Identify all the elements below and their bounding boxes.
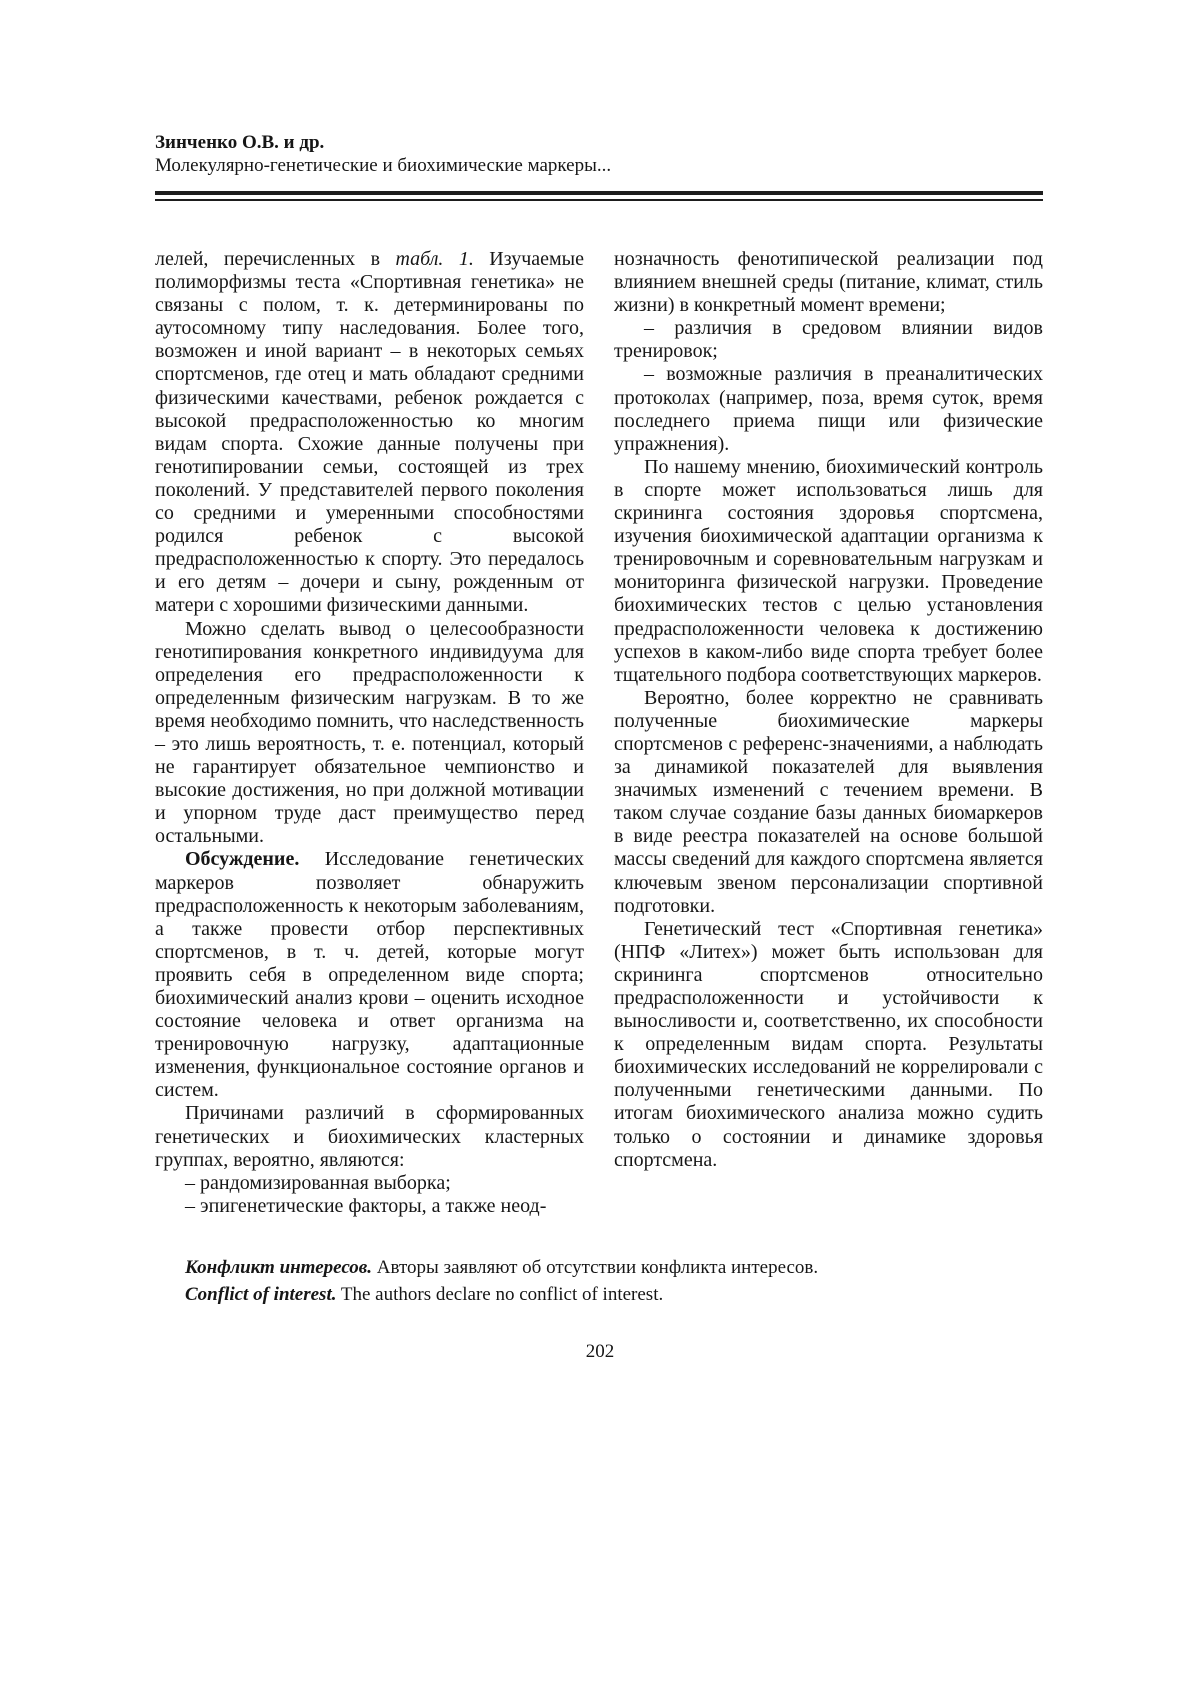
text-run: Изучаемые полиморфизмы теста «Спортивная генетика» не связаны с полом, т. к. детерминированы по аутосомному типу наследования. Более того, возможен и иной вариант – в некоторых семьях спортсменов, где отец и мать обладают средними физическими качествами, ребенок рождается с высокой предрасположенностью ко многим видам спорта. Схожие данные получены при генотипировании семьи, состоящей из трех поколений. У представителей первого поколения со средними и умеренными способностями родился ребенок с высокой предрасположенностью к спорту. Это передалось и его детям – дочери и сыну, рожденным от матери с хорошими физическими данными. <box>155 248 584 617</box>
list-item: – возможные различия в преаналитических протоколах (например, поза, время суток, время последнего приема пищи или физические упражнения). <box>614 363 1043 455</box>
paragraph <box>155 848 584 1102</box>
running-head-authors: Зинченко О.В. и др. <box>155 132 325 153</box>
running-header <box>155 131 1043 201</box>
column-right <box>614 248 1043 1218</box>
paragraph: Генетический тест «Спортивная генетика» (НПФ «Литех») может быть использован для скрининга спортсменов относительно предрасположенности и устойчивости к выносливости и, соответственно, их способности к определенным видам спорта. Результаты биохимических исследований не коррелировали с полученными генетическими данными. По итогам биохимического анализа можно судить только о состоянии и динамике здоровья спортсмена. <box>614 917 1043 1171</box>
section-heading-discussion: Обсуждение. <box>185 848 300 871</box>
paragraph: По нашему мнению, биохимический контроль в спорте может использоваться лишь для скрининга состояния здоровья спортсмена, изучения биохимической адаптации организма к тренировочным и соревновательным нагрузкам и мониторинга физической нагрузки. Проведение биохимических тестов с целью установления предрасположенности человека к достижению успехов в каком-либо виде спорта требует более тщательного подбора соответствующих маркеров. <box>614 455 1043 686</box>
list-item: – различия в средовом влиянии видов тренировок; <box>614 317 1043 363</box>
table-reference: табл. 1. <box>395 248 474 270</box>
text-run: Авторы заявляют об отсутствии конфликта интересов. <box>372 1256 819 1278</box>
paragraph: нозначность фенотипической реализации под влиянием внешней среды (питание, климат, стиль жизни) в конкретный момент времени; <box>614 248 1043 317</box>
conflict-statement-en <box>185 1281 1043 1308</box>
column-left <box>155 248 584 1218</box>
running-head-title: Молекулярно-генетические и биохимические маркеры... <box>155 155 612 176</box>
text-run: лелей, перечисленных в <box>155 248 396 270</box>
text-run: Исследование генетических маркеров позволяет обнаружить предрасположенность к некоторым заболеваниям, а также провести отбор перспективных спортсменов, в т. ч. детей, которые могут проявить себя в определенном виде спорта; биохимический анализ крови – оценить исходное состояние человека и ответ организма на тренировочную нагрузку, адаптационные изменения, функциональное состояние органов и систем. <box>155 848 584 1102</box>
list-item: – эпигенетические факторы, а также неод- <box>185 1194 547 1217</box>
article-body <box>155 248 1043 1218</box>
paragraph: Можно сделать вывод о целесообразности генотипирования конкретного индивидуума для определения его предрасположенности к определенным физическим нагрузкам. В то же время необходимо помнить, что наследственность – это лишь вероятность, т. е. потенциал, который не гарантирует обязательное чемпионство и высокие достижения, но при должной мотивации и упорном труде даст преимущество перед остальными. <box>155 617 584 848</box>
header-double-rule <box>155 191 1043 201</box>
list-item: – рандомизированная выборка; <box>185 1171 451 1194</box>
text-run: The authors declare no conflict of interest. <box>336 1283 664 1305</box>
conflict-of-interest-block <box>155 1254 1043 1308</box>
paragraph: Вероятно, более корректно не сравнивать полученные биохимические маркеры спортсменов с референс-значениями, а наблюдать за динамикой показателей для выявления значимых изменений с течением времени. В таком случае создание базы данных биомаркеров в виде реестра показателей на основе большой массы сведений для каждого спортсмена является ключевым звеном персонализации спортивной подготовки. <box>614 686 1043 917</box>
paragraph <box>155 248 584 618</box>
page-number: 202 <box>585 1341 615 1362</box>
conflict-label-en: Conflict of interest. <box>185 1283 337 1305</box>
conflict-statement-ru <box>185 1254 1043 1281</box>
conflict-label-ru: Конфликт интересов. <box>185 1256 373 1278</box>
paragraph: Причинами различий в сформированных генетических и биохимических кластерных группах, вероятно, являются: <box>155 1102 584 1171</box>
